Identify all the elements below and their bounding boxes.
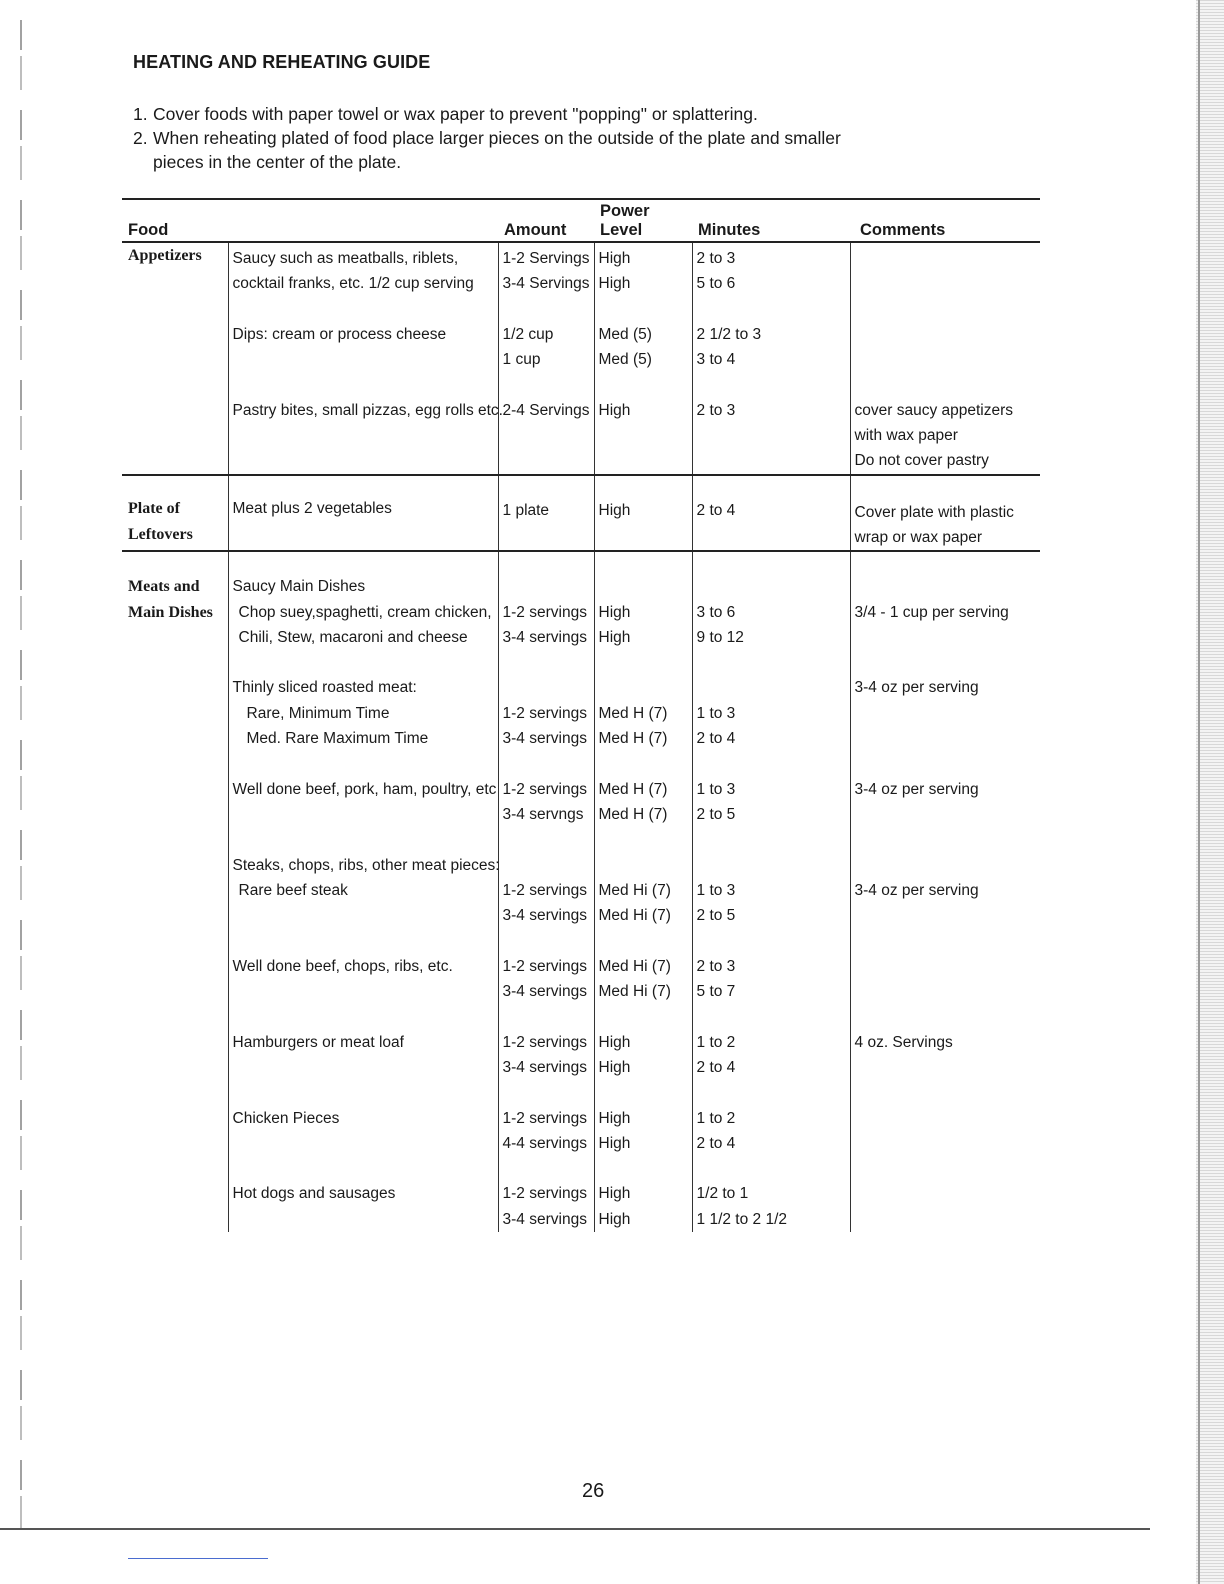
comment-line: 3/4 - 1 cup per serving bbox=[854, 603, 1009, 621]
comment-line: Do not cover pastry bbox=[854, 452, 989, 470]
minutes-value: 1 to 2 bbox=[696, 1109, 736, 1127]
power-value: High bbox=[598, 603, 631, 621]
page-title: HEATING AND REHEATING GUIDE bbox=[133, 52, 431, 72]
comments-cell bbox=[850, 242, 1040, 475]
power-value: Med H (7) bbox=[598, 704, 668, 722]
amount-value: 2-4 Servings bbox=[502, 401, 590, 419]
heating-guide-table bbox=[122, 198, 1040, 1232]
power-value: Med H (7) bbox=[598, 780, 668, 798]
minutes-value: 1 1/2 to 2 1/2 bbox=[696, 1210, 788, 1228]
power-value: High bbox=[598, 1210, 631, 1228]
comment-line: Cover plate with plastic bbox=[854, 503, 1014, 521]
comment-line: 3-4 oz per serving bbox=[854, 881, 979, 899]
amount-cell bbox=[498, 475, 594, 552]
desc-line: Chop suey,spaghetti, cream chicken, bbox=[238, 603, 492, 621]
scan-edge-left bbox=[20, 20, 22, 1540]
power-value: Med Hi (7) bbox=[598, 881, 671, 899]
power-value: High bbox=[598, 275, 631, 293]
desc-cell bbox=[228, 551, 498, 1232]
category-label: Leftovers bbox=[128, 525, 193, 543]
power-value: High bbox=[598, 250, 631, 267]
amount-value: 1-2 servings bbox=[502, 1185, 587, 1203]
power-value: Med (5) bbox=[598, 325, 652, 343]
header-amount: Amount bbox=[498, 199, 594, 242]
power-value: High bbox=[598, 1109, 631, 1127]
category-appetizers bbox=[122, 242, 228, 475]
comment-line: with wax paper bbox=[854, 427, 958, 445]
power-value: High bbox=[598, 628, 631, 646]
table-row-leftovers bbox=[122, 475, 1040, 552]
instruction-text: Cover foods with paper towel or wax paper to prevent "popping" or splattering. bbox=[153, 104, 758, 124]
power-value: Med Hi (7) bbox=[598, 957, 671, 975]
minutes-value: 2 to 4 bbox=[696, 1134, 736, 1152]
power-value: High bbox=[598, 1134, 631, 1152]
minutes-value: 2 to 4 bbox=[696, 730, 736, 748]
table-header-row bbox=[122, 199, 1040, 242]
scan-edge-bottom bbox=[0, 1528, 1150, 1530]
category-meats bbox=[122, 551, 228, 1232]
minutes-value: 1/2 to 1 bbox=[696, 1185, 749, 1203]
minutes-value: 2 1/2 to 3 bbox=[696, 325, 762, 343]
amount-value: 3-4 servings bbox=[502, 628, 587, 646]
minutes-value: 2 to 4 bbox=[696, 1058, 736, 1076]
amount-value: 1/2 cup bbox=[502, 325, 554, 343]
table-row-meats bbox=[122, 551, 1040, 1232]
category-label: Appetizers bbox=[128, 247, 202, 264]
desc-heading: Thinly sliced roasted meat: bbox=[232, 679, 417, 697]
amount-value: 1 plate bbox=[502, 501, 550, 519]
header-comments: Comments bbox=[850, 199, 1040, 242]
desc-line: Chili, Stew, macaroni and cheese bbox=[238, 628, 468, 646]
amount-value: 3-4 servings bbox=[502, 907, 587, 925]
desc-line: Med. Rare Maximum Time bbox=[246, 730, 429, 748]
instruction-text: When reheating plated of food place larger pieces on the outside of the plate and smaller pieces in the center of the plate. bbox=[153, 128, 841, 172]
amount-value: 1-2 servings bbox=[502, 1109, 587, 1127]
desc-line: Well done beef, chops, ribs, etc. bbox=[232, 957, 453, 975]
power-cell bbox=[594, 242, 692, 475]
desc-line: Chicken Pieces bbox=[232, 1109, 340, 1127]
category-label: Main Dishes bbox=[128, 604, 213, 622]
power-value: Med H (7) bbox=[598, 730, 668, 748]
comment-line: cover saucy appetizers bbox=[854, 401, 1014, 419]
power-value: High bbox=[598, 501, 631, 519]
category-leftovers bbox=[122, 475, 228, 552]
minutes-value: 1 to 3 bbox=[696, 704, 736, 722]
amount-value: 1-2 servings bbox=[502, 1033, 587, 1051]
category-label: Meats and bbox=[128, 578, 200, 596]
instruction-number: 2. bbox=[133, 128, 148, 148]
minutes-value: 1 to 3 bbox=[696, 881, 736, 899]
power-value: High bbox=[598, 401, 631, 419]
amount-cell bbox=[498, 551, 594, 1232]
minutes-value: 2 to 5 bbox=[696, 805, 736, 823]
power-value: High bbox=[598, 1033, 631, 1051]
header-food: Food bbox=[122, 199, 498, 242]
amount-value: 3-4 servngs bbox=[502, 805, 584, 823]
amount-value: 1 cup bbox=[502, 351, 541, 369]
table-row-appetizers bbox=[122, 242, 1040, 475]
power-value: High bbox=[598, 1185, 631, 1203]
minutes-value: 9 to 12 bbox=[696, 628, 744, 646]
minutes-value: 3 to 4 bbox=[696, 351, 736, 369]
amount-value: 1-2 servings bbox=[502, 957, 587, 975]
power-value: Med Hi (7) bbox=[598, 907, 671, 925]
desc-line: Saucy such as meatballs, riblets, bbox=[232, 250, 459, 267]
header-power-level: Power Level bbox=[594, 199, 692, 242]
amount-cell bbox=[498, 242, 594, 475]
power-value: High bbox=[598, 1058, 631, 1076]
instruction-item bbox=[133, 102, 893, 126]
desc-cell bbox=[228, 242, 503, 475]
amount-value: 1-2 servings bbox=[502, 704, 587, 722]
comment-line: 3-4 oz per serving bbox=[854, 679, 979, 697]
page-number: 26 bbox=[582, 1480, 605, 1502]
minutes-value: 5 to 6 bbox=[696, 275, 736, 293]
desc-line: Dips: cream or process cheese bbox=[232, 325, 447, 343]
minutes-value: 1 to 3 bbox=[696, 780, 736, 798]
instruction-number: 1. bbox=[133, 104, 148, 124]
comments-cell bbox=[850, 475, 1040, 552]
minutes-value: 3 to 6 bbox=[696, 603, 736, 621]
comment-line: 3-4 oz per serving bbox=[854, 780, 979, 798]
scan-underline-mark bbox=[128, 1558, 268, 1559]
amount-value: 3-4 servings bbox=[502, 983, 587, 1001]
minutes-value: 2 to 3 bbox=[696, 957, 736, 975]
category-label: Plate of bbox=[128, 499, 180, 517]
header-minutes: Minutes bbox=[692, 199, 850, 242]
minutes-value: 5 to 7 bbox=[696, 983, 736, 1001]
amount-value: 3-4 servings bbox=[502, 730, 587, 748]
amount-value: 3-4 servings bbox=[502, 1210, 587, 1228]
minutes-value: 2 to 3 bbox=[696, 401, 736, 419]
instruction-item bbox=[133, 126, 893, 174]
desc-line: Hamburgers or meat loaf bbox=[232, 1033, 404, 1051]
amount-value: 1-2 Servings bbox=[502, 250, 590, 267]
comment-line: 4 oz. Servings bbox=[854, 1033, 953, 1051]
power-value: Med (5) bbox=[598, 351, 652, 369]
comments-cell bbox=[850, 551, 1040, 1232]
desc-line: cocktail franks, etc. 1/2 cup serving bbox=[232, 275, 474, 293]
power-cell bbox=[594, 551, 692, 1232]
comment-line: wrap or wax paper bbox=[854, 528, 983, 546]
minutes-value: 1 to 2 bbox=[696, 1033, 736, 1051]
minutes-value: 2 to 3 bbox=[696, 250, 736, 267]
minutes-cell bbox=[692, 551, 850, 1232]
desc-line: Well done beef, pork, ham, poultry, etc bbox=[232, 780, 497, 798]
minutes-cell bbox=[692, 242, 850, 475]
amount-value: 3-4 servings bbox=[502, 1058, 587, 1076]
amount-value: 3-4 Servings bbox=[502, 275, 590, 293]
amount-value: 1-2 servings bbox=[502, 603, 587, 621]
scan-edge-right-line bbox=[1198, 0, 1200, 1584]
scan-edge-right bbox=[1196, 0, 1224, 1584]
power-value: Med H (7) bbox=[598, 805, 668, 823]
minutes-value: 2 to 4 bbox=[696, 501, 736, 519]
minutes-value: 2 to 5 bbox=[696, 907, 736, 925]
desc-line: Meat plus 2 vegetables bbox=[232, 499, 392, 517]
amount-value: 1-2 servings bbox=[502, 881, 587, 899]
instructions-list bbox=[133, 102, 893, 174]
desc-line: Pastry bites, small pizzas, egg rolls etc. bbox=[232, 401, 503, 419]
minutes-cell bbox=[692, 475, 850, 552]
desc-heading: Steaks, chops, ribs, other meat pieces: bbox=[232, 856, 500, 874]
desc-heading: Saucy Main Dishes bbox=[232, 578, 366, 596]
amount-value: 1-2 servings bbox=[502, 780, 587, 798]
desc-line: Rare beef steak bbox=[238, 881, 348, 899]
amount-value: 4-4 servings bbox=[502, 1134, 587, 1152]
desc-cell bbox=[228, 475, 498, 552]
desc-line: Rare, Minimum Time bbox=[246, 704, 390, 722]
power-cell bbox=[594, 475, 692, 552]
desc-line: Hot dogs and sausages bbox=[232, 1185, 396, 1203]
power-value: Med Hi (7) bbox=[598, 983, 671, 1001]
